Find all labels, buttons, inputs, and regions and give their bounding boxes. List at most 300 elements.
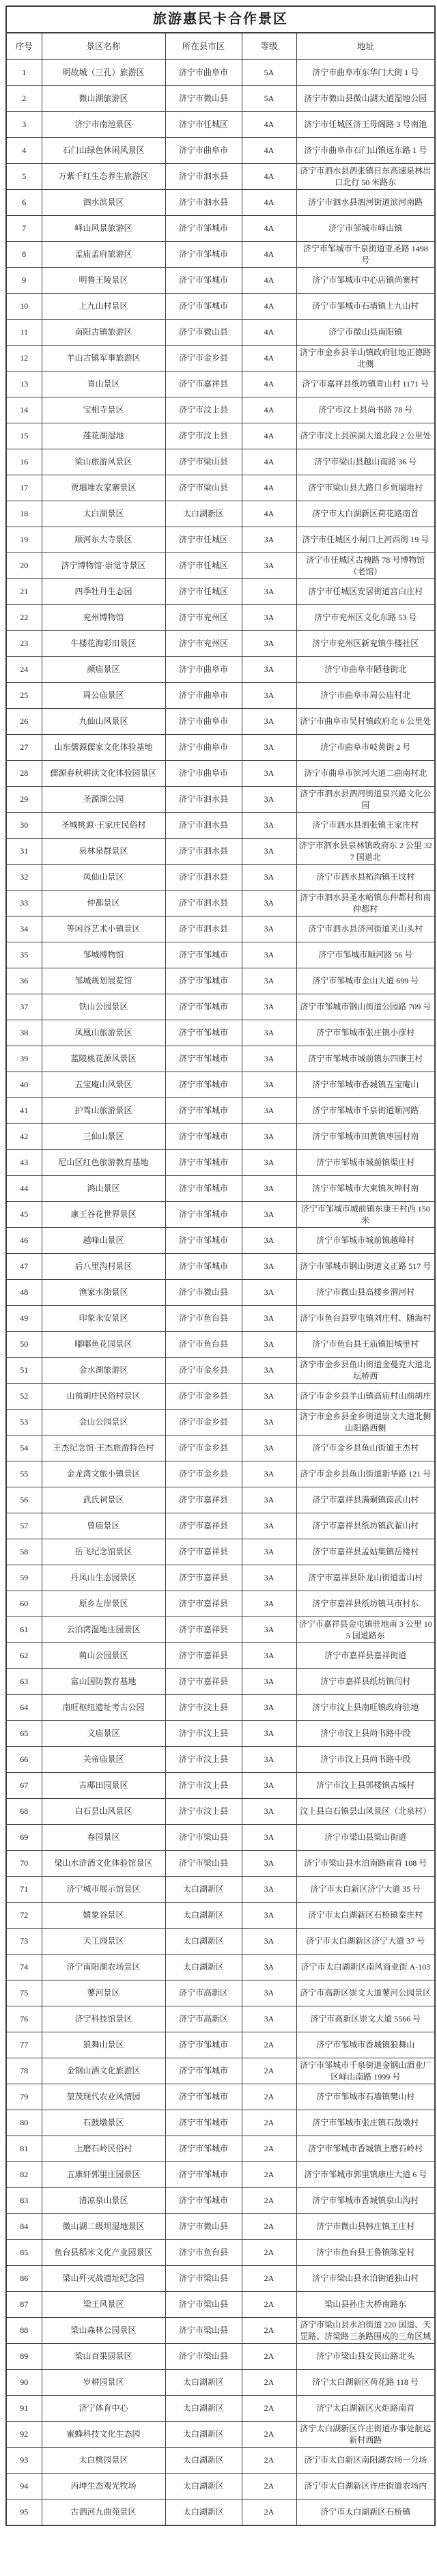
- table-row: [6, 2448, 435, 2474]
- cell-district: 济宁市泗水县: [165, 190, 242, 216]
- cell-district: 济宁市梁山县: [165, 1825, 242, 1851]
- cell-grade: 3A: [242, 1176, 296, 1202]
- cell-index: 38: [6, 1020, 42, 1046]
- cell-name: 后八里沟村景区: [42, 1254, 165, 1280]
- cell-district: 太白湖新区: [165, 1903, 242, 1929]
- col-header-index: 序号: [6, 33, 42, 60]
- cell-grade: 4A: [242, 112, 296, 138]
- cell-grade: 3A: [242, 1539, 296, 1565]
- cell-name: 明鲁王陵景区: [42, 268, 165, 294]
- table-row: [6, 1669, 435, 1695]
- cell-address: 济宁市任城区安居街道宫白庄村: [296, 579, 435, 605]
- cell-address: 济宁市汶上县尚书路中段: [296, 1747, 435, 1773]
- cell-index: 17: [6, 475, 42, 501]
- table-row: [6, 1202, 435, 1228]
- cell-index: 22: [6, 605, 42, 631]
- cell-address: 济宁市微山县微山湖大道湿地公园: [296, 86, 435, 112]
- col-header-address: 地址: [296, 33, 435, 60]
- cell-grade: 4A: [242, 423, 296, 449]
- cell-name: 明故城（三孔）旅游区: [42, 60, 165, 86]
- cell-index: 39: [6, 1046, 42, 1072]
- table-row: [6, 1799, 435, 1825]
- cell-district: 太白湖新区: [165, 2370, 242, 2396]
- cell-grade: 3A: [242, 1980, 296, 2006]
- cell-grade: 3A: [242, 1332, 296, 1358]
- cell-address: 济宁市金乡县羊山镇政府驻地正德路北侧: [296, 346, 435, 372]
- cell-index: 54: [6, 1436, 42, 1461]
- cell-district: 济宁市汶上县: [165, 397, 242, 423]
- cell-address: 济宁市曲阜市东华门大街 1 号: [296, 60, 435, 86]
- cell-index: 75: [6, 1980, 42, 2006]
- cell-grade: 2A: [242, 2084, 296, 2110]
- cell-name: 金钢山酒文化旅游区: [42, 2058, 165, 2084]
- cell-name: 莲花湖湿地: [42, 423, 165, 449]
- cell-district: 济宁市鱼台县: [165, 1332, 242, 1358]
- cell-district: 济宁市邹城市: [165, 1124, 242, 1150]
- table-row: [6, 1877, 435, 1903]
- cell-name: 天工园景区: [42, 1929, 165, 1955]
- table-row: [6, 2136, 435, 2162]
- cell-index: 72: [6, 1903, 42, 1929]
- cell-address: 济宁市邹城市张庄镇小彦村: [296, 1020, 435, 1046]
- cell-grade: 3A: [242, 527, 296, 553]
- table-row: [6, 2214, 435, 2240]
- cell-district: 济宁市邹城市: [165, 2110, 242, 2136]
- cell-district: 济宁市泗水县: [165, 164, 242, 190]
- cell-index: 90: [6, 2370, 42, 2396]
- cell-address: 济宁市汶上县郭楼镇古城村: [296, 1773, 435, 1799]
- table-row: [6, 2032, 435, 2058]
- cell-address: 济宁市微山县韩庄镇王庄村: [296, 2214, 435, 2240]
- cell-district: 济宁市梁山县: [165, 2266, 242, 2292]
- table-row: [6, 968, 435, 994]
- cell-index: 47: [6, 1254, 42, 1280]
- scenic-areas-table: [5, 5, 436, 2526]
- cell-address: 济宁市太白湖新区许庄街道农场内: [296, 2474, 435, 2500]
- cell-name: 羊山古镇军事旅游区: [42, 346, 165, 372]
- table-row: [6, 190, 435, 216]
- cell-index: 86: [6, 2266, 42, 2292]
- cell-grade: 2A: [242, 2344, 296, 2370]
- table-row: [6, 2240, 435, 2266]
- cell-index: 6: [6, 190, 42, 216]
- cell-address: 济宁市金乡县鱼山街道王杰村: [296, 1436, 435, 1461]
- table-row: [6, 1436, 435, 1461]
- cell-grade: 2A: [242, 2214, 296, 2240]
- table-row: [6, 2422, 435, 2448]
- cell-grade: 3A: [242, 865, 296, 891]
- cell-index: 12: [6, 346, 42, 372]
- cell-district: 太白湖新区: [165, 2396, 242, 2422]
- cell-address: 济宁市梁山县水泊街道独山村: [296, 2266, 435, 2292]
- table-row: [6, 60, 435, 86]
- cell-name: 泉林泉群景区: [42, 839, 165, 865]
- table-header-row: [6, 33, 435, 60]
- cell-district: 济宁市任城区: [165, 112, 242, 138]
- cell-address: 济宁市兖州区新兖镇牛楼社区: [296, 631, 435, 657]
- cell-grade: 3A: [242, 839, 296, 865]
- cell-address: 济宁市曲阜市石门山镇远东路 1 号: [296, 138, 435, 164]
- cell-district: 济宁市嘉祥县: [165, 1513, 242, 1539]
- cell-address: 济宁市邹城市千泉街道金钢山酒业厂区峄山南路 1999 号: [296, 2058, 435, 2084]
- cell-name: 嬉象谷景区: [42, 1903, 165, 1929]
- cell-grade: 3A: [242, 1513, 296, 1539]
- cell-grade: 4A: [242, 320, 296, 346]
- cell-district: 济宁市邹城市: [165, 994, 242, 1020]
- table-row: [6, 1980, 435, 2006]
- cell-name: 仲都景区: [42, 891, 165, 916]
- table-row: [6, 1176, 435, 1202]
- table-row: [6, 1513, 435, 1539]
- cell-grade: 3A: [242, 709, 296, 735]
- cell-name: 富山国防教育基地: [42, 1669, 165, 1695]
- cell-grade: 2A: [242, 2318, 296, 2344]
- cell-district: 济宁市泗水县: [165, 865, 242, 891]
- cell-grade: 2A: [242, 2422, 296, 2448]
- cell-district: 济宁市邹城市: [165, 942, 242, 968]
- cell-index: 59: [6, 1565, 42, 1591]
- cell-district: 济宁市鱼台县: [165, 1306, 242, 1332]
- cell-name: 济宁博物馆·崇觉寺景区: [42, 553, 165, 579]
- cell-index: 66: [6, 1747, 42, 1773]
- cell-district: 济宁市泗水县: [165, 891, 242, 916]
- cell-address: 济宁市嘉祥县纸坊镇武翟山村: [296, 1513, 435, 1539]
- cell-grade: 5A: [242, 60, 296, 86]
- cell-index: 7: [6, 216, 42, 242]
- cell-address: 济宁市邹城市钢山街道公园路 709 号: [296, 994, 435, 1020]
- cell-index: 58: [6, 1539, 42, 1565]
- table-row: [6, 605, 435, 631]
- table-row: [6, 1306, 435, 1332]
- cell-grade: 3A: [242, 1306, 296, 1332]
- cell-address: 济宁市邹城市金山大道 699 号: [296, 968, 435, 994]
- cell-grade: 5A: [242, 86, 296, 112]
- cell-grade: 3A: [242, 1020, 296, 1046]
- table-row: [6, 735, 435, 761]
- cell-district: 济宁市邹城市: [165, 2136, 242, 2162]
- cell-address: 济宁市金乡县鱼山街道新华路 121 号: [296, 1461, 435, 1487]
- cell-name: 太白湖景区: [42, 501, 165, 527]
- cell-index: 1: [6, 60, 42, 86]
- cell-district: 济宁市金乡县: [165, 1436, 242, 1461]
- cell-grade: 3A: [242, 1046, 296, 1072]
- cell-name: 古泗河九曲苑景区: [42, 2500, 165, 2525]
- cell-grade: 4A: [242, 372, 296, 397]
- cell-district: 济宁市泗水县: [165, 839, 242, 865]
- cell-address: 济宁市泗水县泗河街道滨河南路: [296, 190, 435, 216]
- cell-name: 铁山公园景区: [42, 994, 165, 1020]
- cell-index: 46: [6, 1228, 42, 1254]
- cell-grade: 3A: [242, 1280, 296, 1306]
- cell-grade: 3A: [242, 1202, 296, 1228]
- cell-address: 济宁市金乡县金乡街道崇文大道北侧山阳路西侧: [296, 1410, 435, 1436]
- cell-grade: 3A: [242, 942, 296, 968]
- cell-district: 济宁市梁山县: [165, 2292, 242, 2318]
- cell-index: 26: [6, 709, 42, 735]
- cell-address: 济宁市邹城市香城镇五宝庵山: [296, 1072, 435, 1098]
- table-row: [6, 2188, 435, 2214]
- cell-address: 济宁市泗水县泗张镇日东高速泉林出口北行 50 米路东: [296, 164, 435, 190]
- cell-name: 嘟嘟鱼花园景区: [42, 1332, 165, 1358]
- cell-address: 济宁市邹城市城前镇渠庄村: [296, 1150, 435, 1176]
- cell-grade: 4A: [242, 268, 296, 294]
- cell-district: 济宁市汶上县: [165, 423, 242, 449]
- cell-name: 万紫千红生态养生旅游区: [42, 164, 165, 190]
- cell-name: 山前胡庄民俗村景区: [42, 1384, 165, 1410]
- cell-grade: 2A: [242, 2032, 296, 2058]
- cell-index: 32: [6, 865, 42, 891]
- cell-district: 济宁市金乡县: [165, 1410, 242, 1436]
- table-row: [6, 372, 435, 397]
- table-row: [6, 1747, 435, 1773]
- cell-index: 23: [6, 631, 42, 657]
- cell-index: 24: [6, 657, 42, 683]
- cell-address: 济宁市嘉祥县纸坊镇青山村 1171 号: [296, 372, 435, 397]
- table-row: [6, 294, 435, 320]
- cell-grade: 2A: [242, 2448, 296, 2474]
- cell-name: 圣城桃源·王家庄民俗村: [42, 813, 165, 839]
- cell-grade: 3A: [242, 1487, 296, 1513]
- cell-grade: 3A: [242, 968, 296, 994]
- table-row: [6, 1929, 435, 1955]
- cell-index: 11: [6, 320, 42, 346]
- cell-address: 济宁市汶上县尚书路 78 号: [296, 397, 435, 423]
- table-row: [6, 2292, 435, 2318]
- cell-district: 济宁市微山县: [165, 2214, 242, 2240]
- cell-index: 71: [6, 1877, 42, 1903]
- table-row: [6, 2370, 435, 2396]
- cell-district: 太白湖新区: [165, 2474, 242, 2500]
- cell-index: 83: [6, 2188, 42, 2214]
- cell-address: 济宁市邹城市田黄镇枣园村南: [296, 1124, 435, 1150]
- cell-name: 古郕田园景区: [42, 1773, 165, 1799]
- cell-name: 清凉泉山景区: [42, 2188, 165, 2214]
- cell-grade: 3A: [242, 1461, 296, 1487]
- cell-index: 33: [6, 891, 42, 916]
- cell-name: 狼舞山景区: [42, 2032, 165, 2058]
- table-row: [6, 1280, 435, 1306]
- table-row: [6, 112, 435, 138]
- cell-address: 济宁市梁山县水泊街道 220 国道、天罡路、济梁路三条路围成的三角区域: [296, 2318, 435, 2344]
- cell-index: 16: [6, 449, 42, 475]
- cell-district: 济宁市邹城市: [165, 1228, 242, 1254]
- cell-name: 文庙景区: [42, 1721, 165, 1747]
- cell-grade: 3A: [242, 1591, 296, 1617]
- table-row: [6, 164, 435, 190]
- cell-grade: 3A: [242, 1358, 296, 1384]
- cell-index: 81: [6, 2136, 42, 2162]
- cell-address: 济宁市邹城市石墙镇上九山村: [296, 294, 435, 320]
- cell-index: 53: [6, 1410, 42, 1436]
- cell-address: 济宁市梁山县梁山街道: [296, 1825, 435, 1851]
- cell-name: 泗水滨景区: [42, 190, 165, 216]
- cell-index: 55: [6, 1461, 42, 1487]
- cell-district: 太白湖新区: [165, 2422, 242, 2448]
- cell-address: 济宁市邹城市顺河路 56 号: [296, 942, 435, 968]
- cell-district: 济宁市汶上县: [165, 1721, 242, 1747]
- cell-district: 济宁市梁山县: [165, 475, 242, 501]
- cell-name: 鱼台县稻米文化产业园景区: [42, 2240, 165, 2266]
- cell-address: 济宁市邹城市香城镇狼舞山: [296, 2032, 435, 2058]
- cell-index: 35: [6, 942, 42, 968]
- cell-index: 18: [6, 501, 42, 527]
- cell-grade: 2A: [242, 2162, 296, 2188]
- table-row: [6, 1098, 435, 1124]
- table-row: [6, 527, 435, 553]
- cell-address: 济宁市微山县高楼乡渭河村: [296, 1280, 435, 1306]
- cell-district: 济宁市邹城市: [165, 968, 242, 994]
- cell-district: 济宁市微山县: [165, 320, 242, 346]
- table-row: [6, 2396, 435, 2422]
- cell-district: 太白湖新区: [165, 501, 242, 527]
- cell-grade: 3A: [242, 1669, 296, 1695]
- cell-address: 济宁市高新区崇文大道蓼河公园景区: [296, 1980, 435, 2006]
- table-row: [6, 1617, 435, 1643]
- table-row: [6, 346, 435, 372]
- cell-grade: 3A: [242, 1436, 296, 1461]
- cell-address: 济宁太白湖新区荷花路 118 号: [296, 2370, 435, 2396]
- cell-name: 白石昙山风景区: [42, 1799, 165, 1825]
- cell-name: 金山公园景区: [42, 1410, 165, 1436]
- cell-name: 上九山村景区: [42, 294, 165, 320]
- cell-name: 丹凤山生态园景区: [42, 1565, 165, 1591]
- table-row: [6, 1851, 435, 1877]
- cell-grade: 3A: [242, 1747, 296, 1773]
- cell-index: 62: [6, 1643, 42, 1669]
- cell-grade: 4A: [242, 501, 296, 527]
- cell-district: 济宁市汶上县: [165, 1747, 242, 1773]
- cell-grade: 3A: [242, 1124, 296, 1150]
- cell-address: 济宁市高新区崇文大道 5566 号: [296, 2006, 435, 2032]
- cell-district: 济宁市邹城市: [165, 1176, 242, 1202]
- cell-index: 25: [6, 683, 42, 709]
- cell-name: 尼山区红色旅游教育基地: [42, 1150, 165, 1176]
- cell-name: 岁耕园景区: [42, 2370, 165, 2396]
- cell-address: 济宁市太白湖新区石桥镇秦庄村: [296, 1903, 435, 1929]
- cell-address: 济宁市泗水县圣水峪镇东仲都村和南仲都村: [296, 891, 435, 916]
- cell-index: 76: [6, 2006, 42, 2032]
- cell-grade: 2A: [242, 2058, 296, 2084]
- table-row: [6, 86, 435, 112]
- table-row: [6, 1565, 435, 1591]
- table-row: [6, 1124, 435, 1150]
- cell-index: 51: [6, 1358, 42, 1384]
- cell-district: 济宁市邹城市: [165, 1020, 242, 1046]
- cell-index: 29: [6, 787, 42, 813]
- cell-address: 济宁市邹城市千泉街道亚圣路 1498 号: [296, 242, 435, 268]
- cell-address: 济宁市梁山县大路口乡贾堌堆村: [296, 475, 435, 501]
- table-row: [6, 891, 435, 916]
- cell-name: 石门山绿色休闲风景区: [42, 138, 165, 164]
- cell-address: 济宁市泗水县柘沟镇王坟村: [296, 865, 435, 891]
- table-row: [6, 1410, 435, 1436]
- cell-index: 15: [6, 423, 42, 449]
- cell-name: 蓼河景区: [42, 1980, 165, 2006]
- cell-name: 济宁体育中心: [42, 2396, 165, 2422]
- cell-name: 关帝庙景区: [42, 1747, 165, 1773]
- table-row: [6, 320, 435, 346]
- table-row: [6, 1046, 435, 1072]
- cell-district: 济宁市嘉祥县: [165, 372, 242, 397]
- cell-grade: 3A: [242, 1721, 296, 1747]
- cell-district: 济宁市嘉祥县: [165, 1669, 242, 1695]
- cell-grade: 2A: [242, 2188, 296, 2214]
- cell-name: 周公庙景区: [42, 683, 165, 709]
- cell-grade: 3A: [242, 916, 296, 942]
- cell-district: 济宁市邹城市: [165, 2162, 242, 2188]
- col-header-district: 所在县市区: [165, 33, 242, 60]
- cell-address: 济宁市泗水县济河街道夹山头村: [296, 916, 435, 942]
- cell-index: 40: [6, 1072, 42, 1098]
- cell-district: 济宁市邹城市: [165, 216, 242, 242]
- cell-district: 济宁市金乡县: [165, 1358, 242, 1384]
- cell-district: 济宁市嘉祥县: [165, 1591, 242, 1617]
- cell-index: 70: [6, 1851, 42, 1877]
- cell-name: 济宁科技馆景区: [42, 2006, 165, 2032]
- cell-district: 济宁市邹城市: [165, 242, 242, 268]
- cell-district: 济宁市邹城市: [165, 268, 242, 294]
- cell-index: 30: [6, 813, 42, 839]
- cell-index: 20: [6, 553, 42, 579]
- cell-index: 82: [6, 2162, 42, 2188]
- table-row: [6, 1773, 435, 1799]
- cell-address: 济宁市曲阜市周公庙村北: [296, 683, 435, 709]
- table-row: [6, 216, 435, 242]
- cell-name: 堃茂现代农业风情园: [42, 2084, 165, 2110]
- cell-address: 济宁市太白新区南阳湖农场一分场: [296, 2448, 435, 2474]
- cell-district: 济宁市微山县: [165, 1280, 242, 1306]
- cell-address: 济宁市邹城市石墙镇樊山村: [296, 2084, 435, 2110]
- cell-address: 济宁市邹城市香城镇上磨石岭村: [296, 2136, 435, 2162]
- cell-grade: 4A: [242, 346, 296, 372]
- cell-name: 山东儒源儒家文化体验基地: [42, 735, 165, 761]
- cell-address: 济宁市任城区小闸口上河西街 19 号: [296, 527, 435, 553]
- cell-grade: 3A: [242, 761, 296, 787]
- cell-address: 济宁市嘉祥县卧龙山街道雷山村: [296, 1565, 435, 1591]
- cell-district: 太白湖新区: [165, 1955, 242, 1980]
- cell-district: 济宁市嘉祥县: [165, 1487, 242, 1513]
- cell-district: 济宁市梁山县: [165, 2318, 242, 2344]
- cell-name: 印象永安景区: [42, 1306, 165, 1332]
- cell-name: 凤凰山旅游景区: [42, 1020, 165, 1046]
- cell-index: 64: [6, 1695, 42, 1721]
- cell-index: 88: [6, 2318, 42, 2344]
- cell-address: 济宁市邹城市香城镇泉山沟村: [296, 2188, 435, 2214]
- cell-grade: 3A: [242, 787, 296, 813]
- cell-grade: 3A: [242, 1695, 296, 1721]
- table-row: [6, 1358, 435, 1384]
- cell-name: 梁山水浒酒文化体验馆景区: [42, 1851, 165, 1877]
- cell-address: 济宁市汶上县滨湖大道北段 2 公里处: [296, 423, 435, 449]
- cell-index: 45: [6, 1202, 42, 1228]
- cell-name: 越峰山景区: [42, 1228, 165, 1254]
- cell-grade: 3A: [242, 1825, 296, 1851]
- cell-grade: 2A: [242, 2136, 296, 2162]
- cell-name: 宝相寺景区: [42, 397, 165, 423]
- cell-index: 80: [6, 2110, 42, 2136]
- cell-address: 济宁市邹城市千泉街道顺河路: [296, 1098, 435, 1124]
- cell-district: 太白湖新区: [165, 1877, 242, 1903]
- cell-grade: 4A: [242, 164, 296, 190]
- table-row: [6, 397, 435, 423]
- cell-name: 梁山百果园景区: [42, 2344, 165, 2370]
- cell-name: 儒源春秋耕读文化体验园景区: [42, 761, 165, 787]
- cell-index: 14: [6, 397, 42, 423]
- cell-district: 济宁市嘉祥县: [165, 1643, 242, 1669]
- cell-district: 济宁市邹城市: [165, 1098, 242, 1124]
- table-row: [6, 2084, 435, 2110]
- cell-address: 济宁市邹城市张庄镇石鼓墩村: [296, 2110, 435, 2136]
